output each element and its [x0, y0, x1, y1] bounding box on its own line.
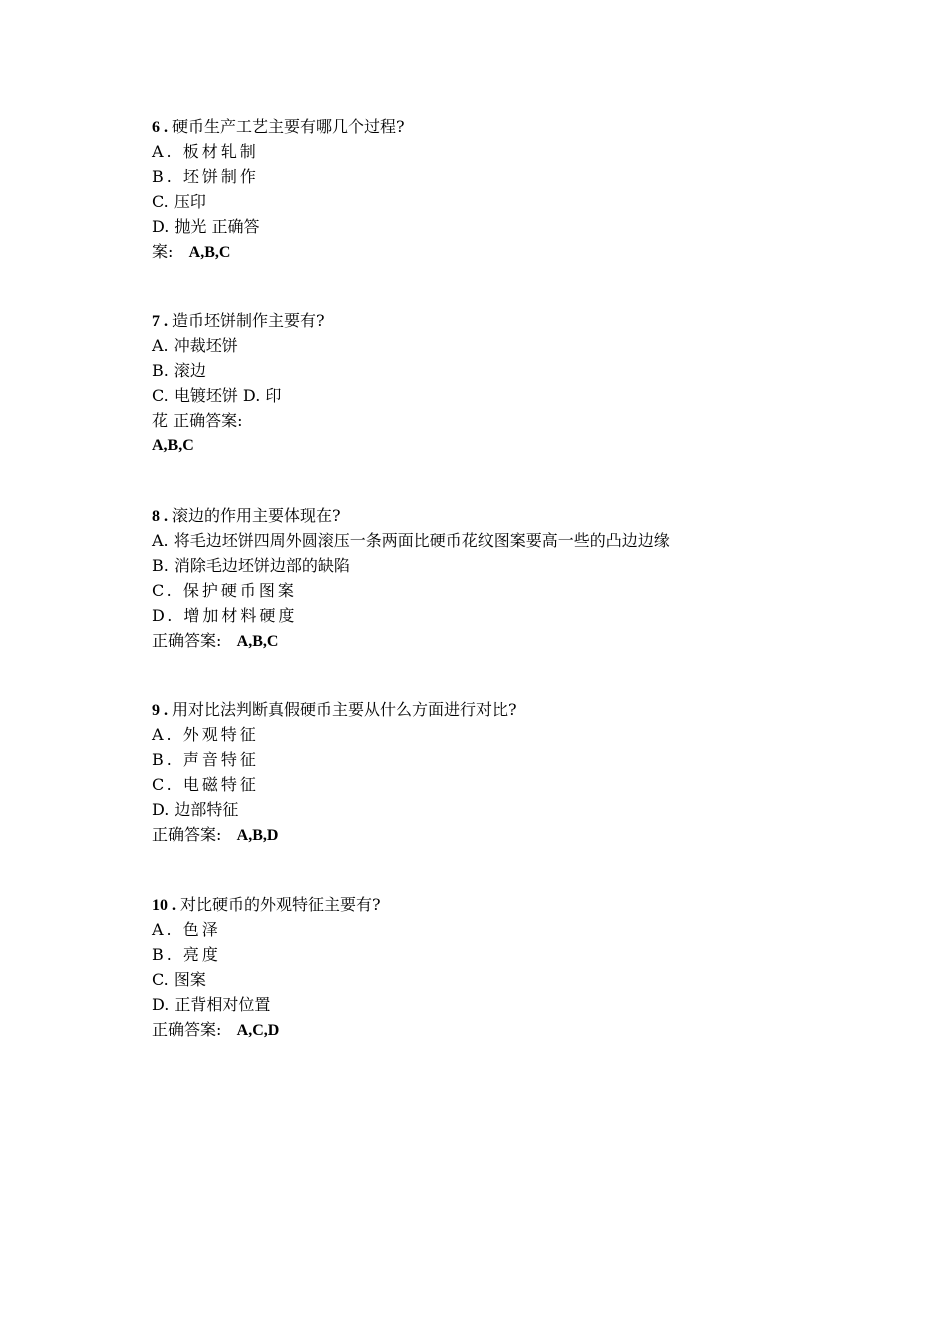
option-b: B. 坯饼制作 — [152, 167, 259, 186]
option-b: B. 声音特征 — [152, 750, 259, 769]
option-c-d: C. 电镀坯饼 D. 印 — [152, 386, 282, 405]
option-d: D. 正背相对位置 — [152, 995, 271, 1014]
option-a: A. 外观特征 — [152, 725, 259, 744]
option-c: C. 保护硬币图案 — [152, 581, 297, 600]
question-number: 9 — [152, 702, 160, 719]
answer-label: 正确答案: — [152, 1020, 222, 1039]
answer-label: 正确答案: — [152, 631, 222, 650]
answer-value: A,B,C — [236, 633, 279, 650]
question-text: 用对比法判断真假硬币主要从什么方面进行对比? — [172, 700, 517, 719]
answer-line — [152, 239, 852, 264]
question-number: 6 — [152, 119, 160, 136]
option-a: A. 板材轧制 — [152, 142, 259, 161]
answer-value: A,C,D — [236, 1022, 280, 1039]
question-10 — [152, 892, 852, 1042]
question-title: 9 . 用对比法判断真假硬币主要从什么方面进行对比? — [152, 700, 517, 719]
question-title: 8 . 滚边的作用主要体现在? — [152, 506, 341, 525]
question-7 — [152, 308, 852, 458]
option-a: A. 冲裁坯饼 — [152, 336, 238, 355]
question-title: 10 . 对比硬币的外观特征主要有? — [152, 895, 381, 914]
option-c: C. 电磁特征 — [152, 775, 259, 794]
option-d: D. 增加材料硬度 — [152, 606, 298, 625]
option-d: D. 边部特征 — [152, 800, 239, 819]
option-d: D. 抛光 正确答 — [152, 217, 260, 236]
question-text: 滚边的作用主要体现在? — [172, 506, 341, 525]
option-a: A. 色泽 — [152, 920, 221, 939]
option-c: C. 压印 — [152, 192, 206, 211]
question-text: 硬币生产工艺主要有哪几个过程? — [172, 117, 405, 136]
question-9 — [152, 697, 852, 847]
answer-line — [152, 822, 852, 847]
option-c: C. 图案 — [152, 970, 206, 989]
option-b: B. 消除毛边坯饼边部的缺陷 — [152, 556, 350, 575]
option-a: A. 将毛边坯饼四周外圆滚压一条两面比硬币花纹图案要高一些的凸边边缘 — [152, 531, 670, 550]
option-b: B. 滚边 — [152, 361, 206, 380]
answer-value: A,B,C — [188, 244, 231, 261]
question-text: 对比硬币的外观特征主要有? — [180, 895, 381, 914]
answer-label: 正确答案: — [152, 825, 222, 844]
answer-label: 案: — [152, 242, 174, 261]
question-6 — [152, 114, 852, 264]
question-text: 造币坯饼制作主要有? — [172, 311, 325, 330]
question-8 — [152, 503, 852, 653]
answer-label: 花 正确答案: — [152, 411, 243, 430]
question-number: 7 — [152, 313, 160, 330]
question-title: 7 . 造币坯饼制作主要有? — [152, 311, 325, 330]
answer-value: A,B,C — [152, 437, 194, 454]
option-b: B. 亮度 — [152, 945, 221, 964]
question-number: 8 — [152, 508, 160, 525]
answer-line — [152, 1017, 852, 1042]
question-title: 6 . 硬币生产工艺主要有哪几个过程? — [152, 117, 405, 136]
answer-line — [152, 628, 852, 653]
question-number: 10 — [152, 897, 168, 914]
answer-value: A,B,D — [236, 827, 279, 844]
